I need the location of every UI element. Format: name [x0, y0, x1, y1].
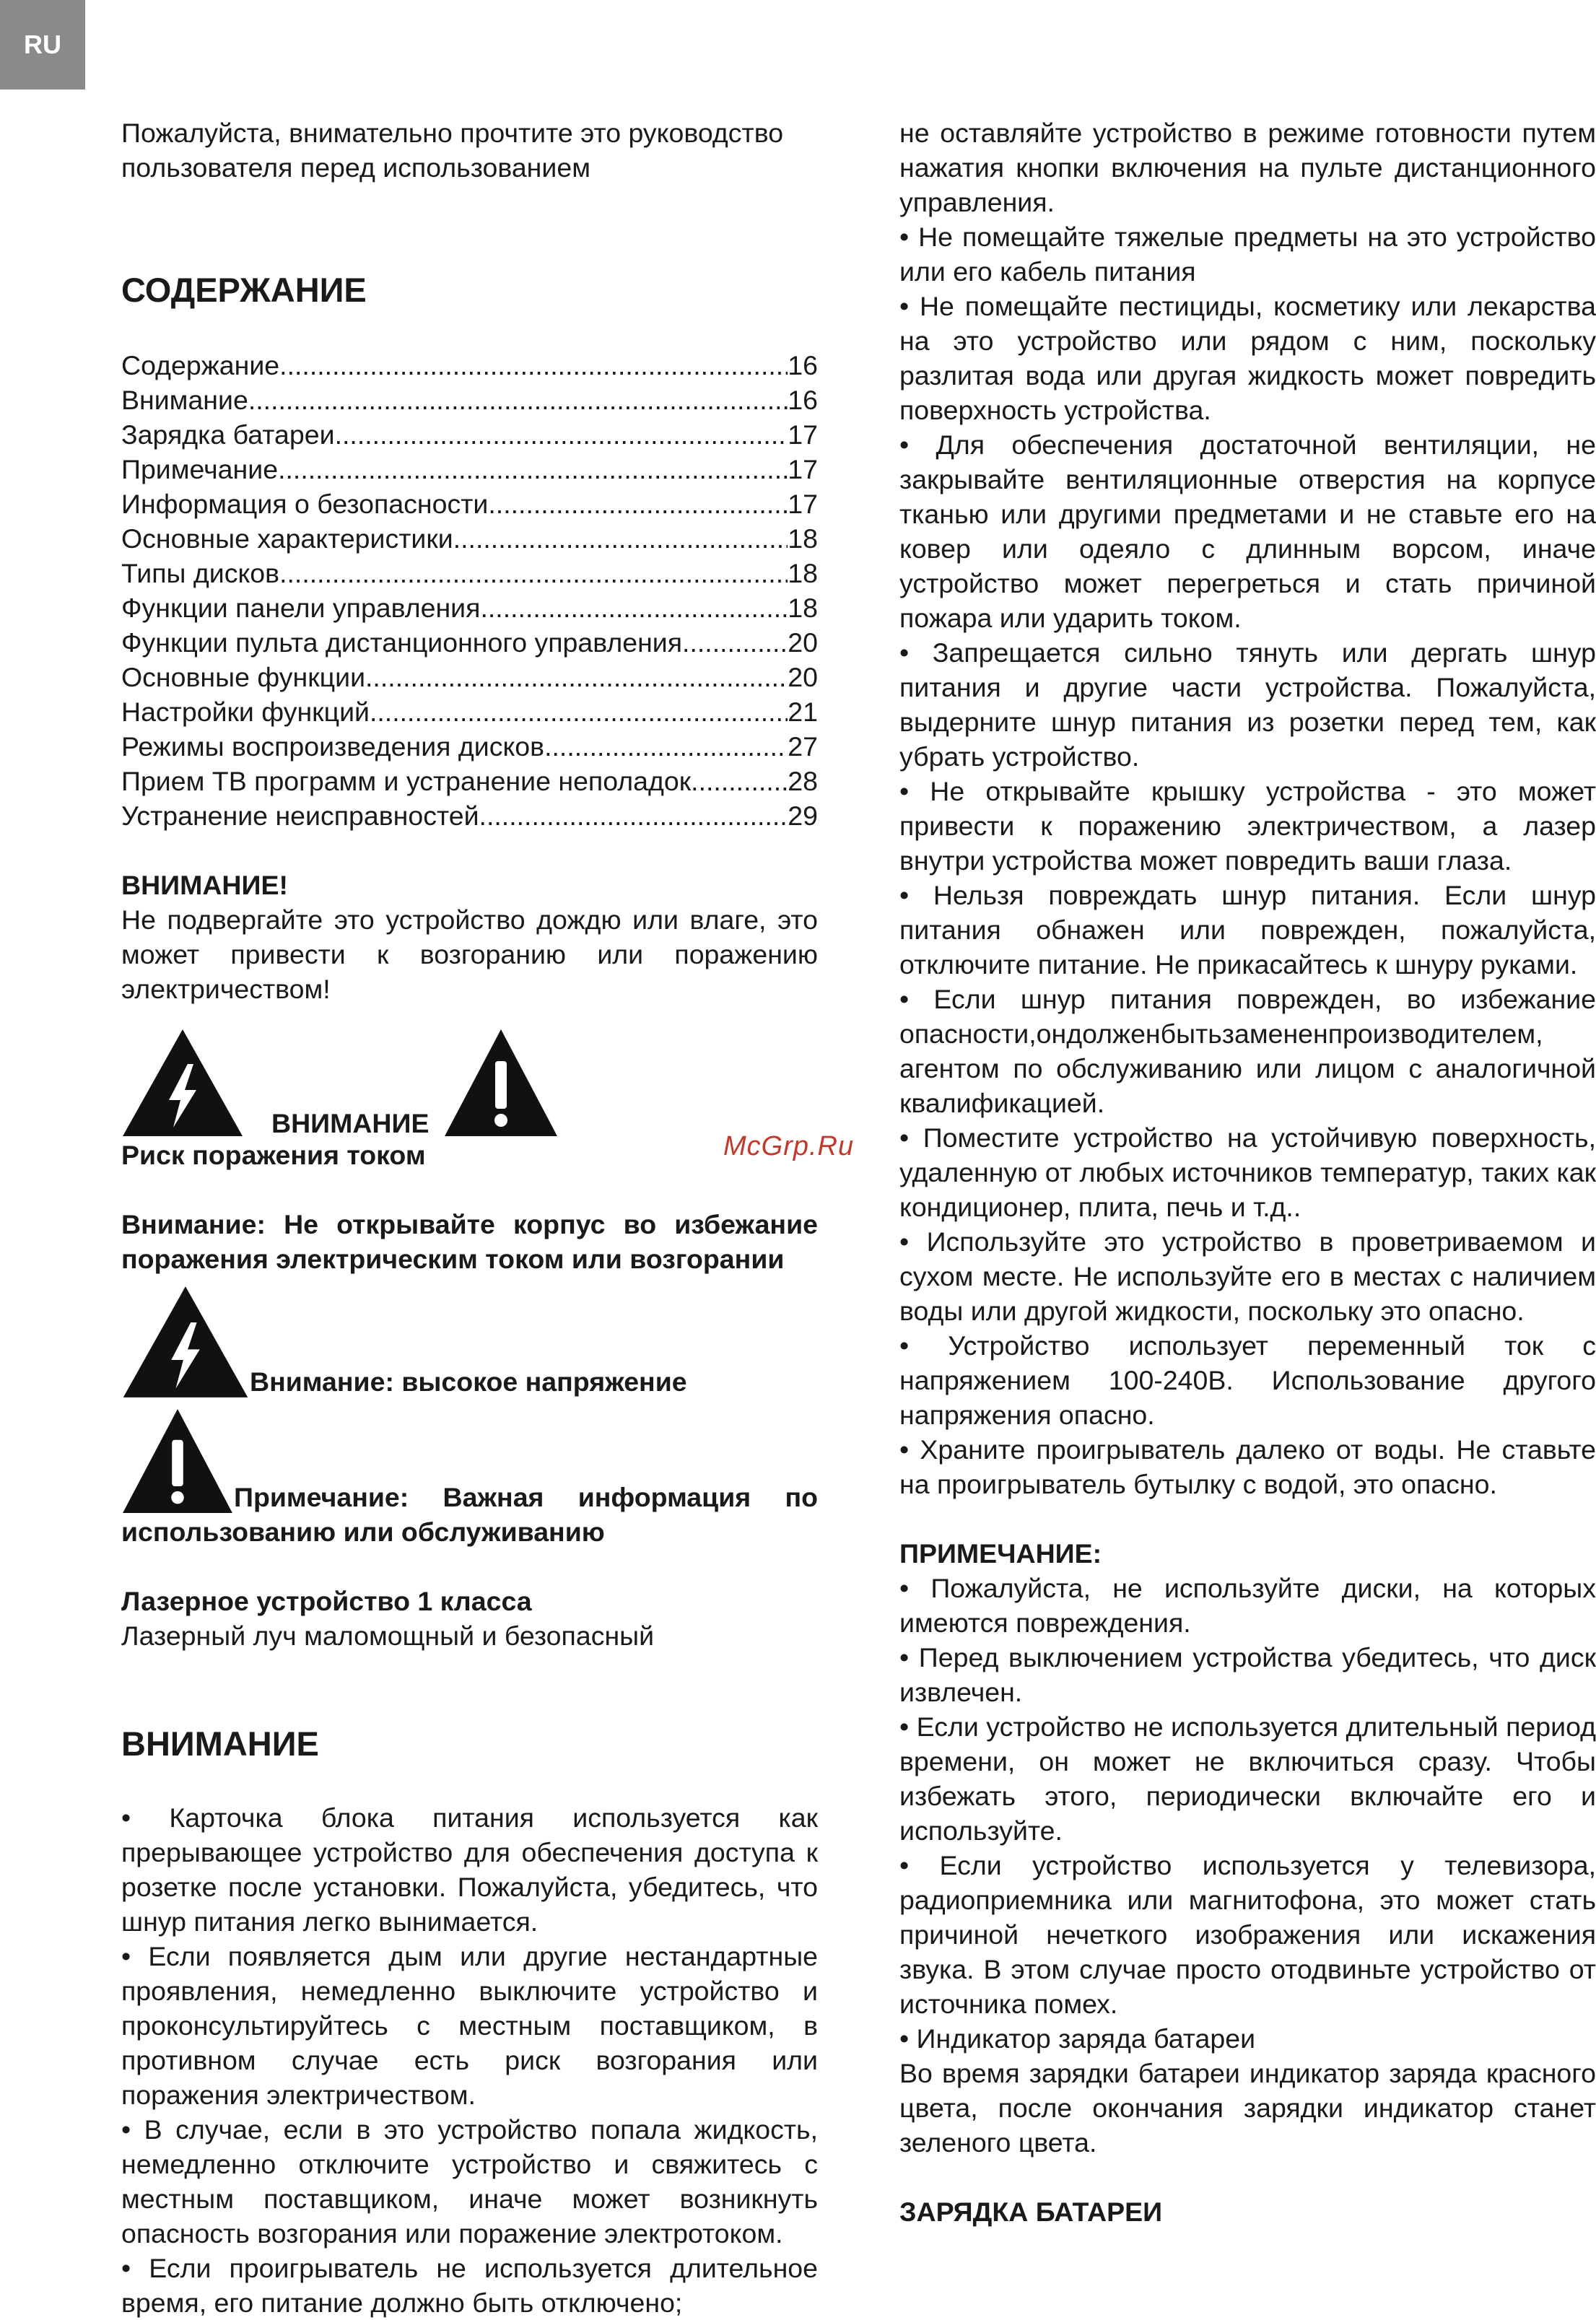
- warning-text: Не подвергайте это устройство дождю или влаге, это может привести к возгоранию или поражению электричеством!: [121, 904, 818, 1004]
- toc-row-dots: [335, 417, 788, 452]
- attention-bullet: • В случае, если в это устройство попала жидкость, немедленно отключите устройство и свяжитесь с местным поставщиком, иначе может возникнуть опасность возгорания или поражение электротоком.: [121, 2114, 818, 2249]
- safety-paragraph: не оставляйте устройство в режиме готовности путем нажатия кнопки включения на пульте дистанционного управления.: [899, 118, 1596, 217]
- lightning-warning-icon: [121, 1285, 250, 1399]
- safety-paragraph: • Храните проигрыватель далеко от воды. Не ставьте на проигрыватель бутылку с водой, это опасно.: [899, 1434, 1596, 1499]
- note-label-line2: использованию или обслуживанию: [121, 1517, 605, 1547]
- warning-symbols: [121, 1021, 818, 1138]
- lightning-warning-icon: [121, 1028, 244, 1138]
- toc-row-title: Основные характеристики: [121, 523, 453, 554]
- toc-row: [121, 487, 818, 521]
- toc-row-page: 18: [788, 558, 818, 588]
- toc-row-page: 18: [788, 523, 818, 554]
- safety-paragraph: • Нельзя повреждать шнур питания. Если шнур питания обнажен или поврежден, пожалуйста, отключите питание. Не прикасайтесь к шнуру руками.: [899, 880, 1596, 980]
- attention-bullet: • Если появляется дым или другие нестандартные проявления, немедленно выключите устройство и проконсультируйтесь с местным поставщиком, в противном случае есть риск возгорания или поражения электричеством.: [121, 1941, 818, 2110]
- attention-bullet: • Карточка блока питания используется как прерывающее устройство для обеспечения доступа к розетке после установки. Пожалуйста, убедитесь, что шнур питания легко вынимается.: [121, 1802, 818, 1937]
- toc-row: [121, 348, 818, 383]
- toc-row-page: 18: [788, 593, 818, 623]
- toc-row-dots: [453, 521, 788, 556]
- toc-row-dots: [544, 729, 788, 764]
- toc-row-dots: [691, 764, 788, 798]
- note-item: • Индикатор заряда батареи: [899, 2023, 1256, 2054]
- intro-text: Пожалуйста, внимательно прочтите это руководство пользователя перед использованием: [121, 118, 784, 183]
- toc-row: [121, 452, 818, 487]
- toc-row: [121, 625, 818, 660]
- toc-row: [121, 590, 818, 625]
- right-column: [899, 115, 1596, 2229]
- toc-row-dots: [479, 798, 788, 833]
- note-item: • Пожалуйста, не используйте диски, на которых имеются повреждения.: [899, 1573, 1596, 1638]
- toc-row-dots: [248, 383, 788, 417]
- note-item: Во время зарядки батареи индикатор заряда красного цвета, после окончания зарядки индикатор станет зеленого цвета.: [899, 2058, 1596, 2158]
- toc-row-dots: [488, 487, 788, 521]
- attention-title: ВНИМАНИЕ: [121, 1724, 319, 1763]
- warning-heading: ВНИМАНИЕ!: [121, 870, 288, 900]
- toc-row-page: 20: [788, 627, 818, 658]
- safety-paragraph: • Поместите устройство на устойчивую поверхность, удаленную от любых источников температур, таких как кондиционер, плита, печь и т.д..: [899, 1122, 1596, 1222]
- left-column: [121, 115, 818, 2320]
- toc-row-title: Внимание: [121, 385, 248, 415]
- toc-row-page: 17: [788, 489, 818, 519]
- toc-row-title: Зарядка батареи: [121, 419, 335, 450]
- toc-row-title: Содержание: [121, 350, 280, 380]
- toc-row-dots: [682, 625, 788, 660]
- exclamation-warning-icon: [121, 1408, 234, 1514]
- toc-title: СОДЕРЖАНИЕ: [121, 271, 367, 309]
- safety-paragraph: • Для обеспечения достаточной вентиляции, не закрывайте вентиляционные отверстия на корпусе тканью или другими предметами и не ставьте его на ковер или одеяло с длинным ворсом, иначе устройство может перегреться и стать причиной пожара или ударить током.: [899, 429, 1596, 633]
- watermark-text: McGrp.Ru: [723, 1131, 855, 1161]
- toc-row-title: Устранение неисправностей: [121, 801, 479, 831]
- note-label-line1: Примечание: Важная информация по: [234, 1482, 818, 1512]
- toc-row: [121, 660, 818, 694]
- toc-row-dots: [480, 590, 788, 625]
- safety-paragraph: • Запрещается сильно тянуть или дергать шнур питания и другие части устройства. Пожалуйста, выдерните шнур питания из розетки перед тем, как убрать устройство.: [899, 637, 1596, 772]
- toc-row-dots: [365, 660, 788, 694]
- language-tab: RU: [0, 0, 85, 90]
- toc-row: [121, 798, 818, 833]
- toc-row-page: 20: [788, 662, 818, 692]
- attention-bullet: • Если проигрыватель не используется длительное время, его питание должно быть отключено;: [121, 2253, 818, 2318]
- toc-row-title: Режимы воспроизведения дисков: [121, 731, 545, 762]
- toc-row-page: 21: [788, 697, 818, 727]
- note-item: • Перед выключением устройства убедитесь, что диск извлечен.: [899, 1642, 1596, 1707]
- toc-row-dots: [279, 556, 788, 590]
- toc-row: [121, 417, 818, 452]
- safety-paragraph: • Если шнур питания поврежден, во избежание опасности,ондолженбытьзамененпроизводителем, агентом по обслуживанию или лицом с аналогичной квалификацией.: [899, 984, 1596, 1118]
- toc-row: [121, 383, 818, 417]
- toc-row-title: Основные функции: [121, 662, 366, 692]
- toc-row: [121, 694, 818, 729]
- safety-paragraph: • Не помещайте пестициды, косметику или лекарства на это устройство или рядом с ним, поскольку разлитая вода или другая жидкость может повредить поверхность устройства.: [899, 291, 1596, 425]
- toc-row-page: 27: [788, 731, 818, 762]
- shock-risk-label: Риск поражения током: [121, 1140, 426, 1170]
- toc-row-title: Функции панели управления: [121, 593, 481, 623]
- open-case-warning: Внимание: Не открывайте корпус во избежание поражения электрическим током или возгорании: [121, 1209, 818, 1274]
- toc-row-dots: [370, 694, 788, 729]
- safety-paragraph: • Устройство использует переменный ток с напряжением 100-240В. Использование другого напряжения опасно.: [899, 1330, 1596, 1430]
- toc-row-page: 16: [788, 385, 818, 415]
- safety-paragraph: • Используйте это устройство в проветриваемом и сухом месте. Не используйте его в местах с наличием воды или другой жидкости, поскольку это опасно.: [899, 1226, 1596, 1326]
- laser-title: Лазерное устройство 1 класса: [121, 1586, 532, 1616]
- toc-row: [121, 521, 818, 556]
- toc-row-page: 17: [788, 419, 818, 450]
- toc-row-page: 16: [788, 350, 818, 380]
- toc-row: [121, 729, 818, 764]
- high-voltage-row: [121, 1285, 818, 1399]
- laser-text: Лазерный луч маломощный и безопасный: [121, 1621, 655, 1651]
- battery-heading: ЗАРЯДКА БАТАРЕИ: [899, 2197, 1163, 2227]
- note-row: [121, 1408, 818, 1514]
- safety-paragraph: • Не помещайте тяжелые предметы на это устройство или его кабель питания: [899, 222, 1596, 287]
- toc-row-title: Функции пульта дистанционного управления: [121, 627, 683, 658]
- toc-row-title: Информация о безопасности: [121, 489, 489, 519]
- symbol-attention-label: ВНИМАНИЕ: [271, 1108, 429, 1138]
- note-heading: ПРИМЕЧАНИЕ:: [899, 1538, 1102, 1569]
- toc-row: [121, 556, 818, 590]
- note-item: • Если устройство не используется длительный период времени, он может не включиться сразу. Чтобы избежать этого, периодически включайте его и используйте.: [899, 1711, 1596, 1846]
- toc-row-title: Типы дисков: [121, 558, 280, 588]
- safety-paragraph: • Не открывайте крышку устройства - это может привести к поражению электричеством, а лазер внутри устройства может повредить ваши глаза.: [899, 776, 1596, 876]
- toc-row-title: Примечание: [121, 454, 279, 484]
- toc-row-dots: [279, 348, 788, 383]
- table-of-contents: [121, 348, 818, 833]
- toc-row-dots: [278, 452, 788, 487]
- toc-row-title: Прием ТВ программ и устранение неполадок: [121, 766, 692, 796]
- toc-row-title: Настройки функций: [121, 697, 370, 727]
- high-voltage-label: Внимание: высокое напряжение: [250, 1366, 687, 1397]
- note-item: • Если устройство используется у телевизора, радиоприемника или магнитофона, это может стать причиной нечеткого изображения или искажения звука. В этом случае просто отодвиньте устройство от источника помех.: [899, 1850, 1596, 2019]
- exclamation-warning-icon: [443, 1028, 559, 1138]
- toc-row: [121, 764, 818, 798]
- toc-row-page: 17: [788, 454, 818, 484]
- toc-row-page: 28: [788, 766, 818, 796]
- toc-row-page: 29: [788, 801, 818, 831]
